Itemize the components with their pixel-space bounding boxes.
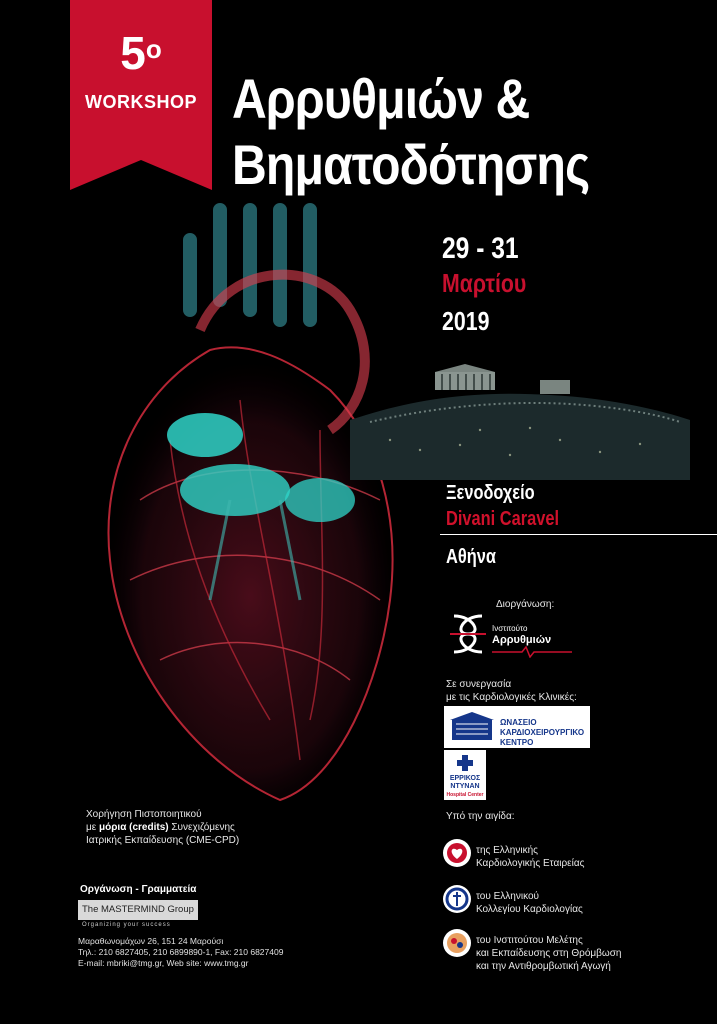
- hellenic-college-cardiology: του Ελληνικού Κολλεγίου Καρδιολογίας: [442, 884, 472, 919]
- secretariat-contact: Μαραθωνομάχων 26, 151 24 Μαρούσι Τηλ.: 210 6827405, 210 6899890-1, Fax: 210 6827409 E-mail: mbriki@tmg.gr, Web site: www.tmg.gr: [78, 936, 284, 968]
- errikos-dunant-logo: ΕΡΡΙΚΟΣ ΝΤΥΝΑΝ Hospital Center: [444, 750, 486, 800]
- arrhythmia-institute-logo: Ινστιτούτο Αρρυθμιών: [444, 608, 574, 660]
- auspices-label: Υπό την αιγίδα:: [446, 811, 515, 822]
- secretariat-label: Οργάνωση - Γραμματεία: [80, 884, 197, 895]
- mastermind-tagline: Organizing your success: [82, 922, 171, 928]
- venue-divider: [440, 534, 717, 535]
- date-range: 29 - 31: [442, 232, 519, 265]
- acropolis-image: [350, 360, 690, 480]
- collaboration-label: Σε συνεργασία με τις Καρδιολογικές Κλινικές:: [446, 679, 577, 703]
- thrombosis-institute: του Ινστιτούτου Μελέτης και Εκπαίδευσης στη Θρόμβωση και την Αντιθρομβωτική Αγωγή: [442, 928, 472, 963]
- onassis-logo: ΩΝΑΣΕΙΟ ΚΑΡΔΙΟΧΕΙΡΟΥΡΓΙΚΟ ΚΕΝΤΡΟ: [444, 706, 590, 748]
- event-title-line2: Βηματοδότησης: [232, 133, 590, 196]
- heart-illustration: [80, 200, 500, 820]
- cross-icon: [457, 753, 473, 773]
- date-month: Μαρτίου: [442, 268, 527, 298]
- event-title-line1: Αρρυθμιών &: [232, 67, 530, 130]
- hcc-seal-icon: [442, 884, 472, 914]
- date-year: 2019: [442, 306, 490, 336]
- workshop-badge: [70, 0, 212, 190]
- venue-city: Αθήνα: [446, 546, 496, 568]
- ecg-icon: [492, 646, 572, 658]
- venue-label: Ξενοδοχείο: [446, 482, 535, 504]
- mastermind-logo: The MASTERMIND Group: [78, 900, 198, 920]
- hellenic-cardiology-society: της Ελληνικής Καρδιολογικής Εταιρείας: [442, 838, 472, 873]
- venue-name: Divani Caravel: [446, 508, 560, 530]
- hcs-seal-icon: [442, 838, 472, 868]
- knot-icon: [444, 608, 492, 660]
- thrombosis-seal-icon: [442, 928, 472, 958]
- onassis-building-icon: [448, 710, 496, 744]
- cme-credits-note: Χορήγηση Πιστοποιητικού με μόρια (credits) Συνεχιζόμενης Ιατρικής Εκπαίδευσης (CME-CPD): [86, 809, 240, 846]
- organizer-label: Διοργάνωση:: [496, 599, 555, 610]
- edition-number: $5^o$: [120, 27, 162, 79]
- workshop-label: WORKSHOP: [85, 92, 197, 112]
